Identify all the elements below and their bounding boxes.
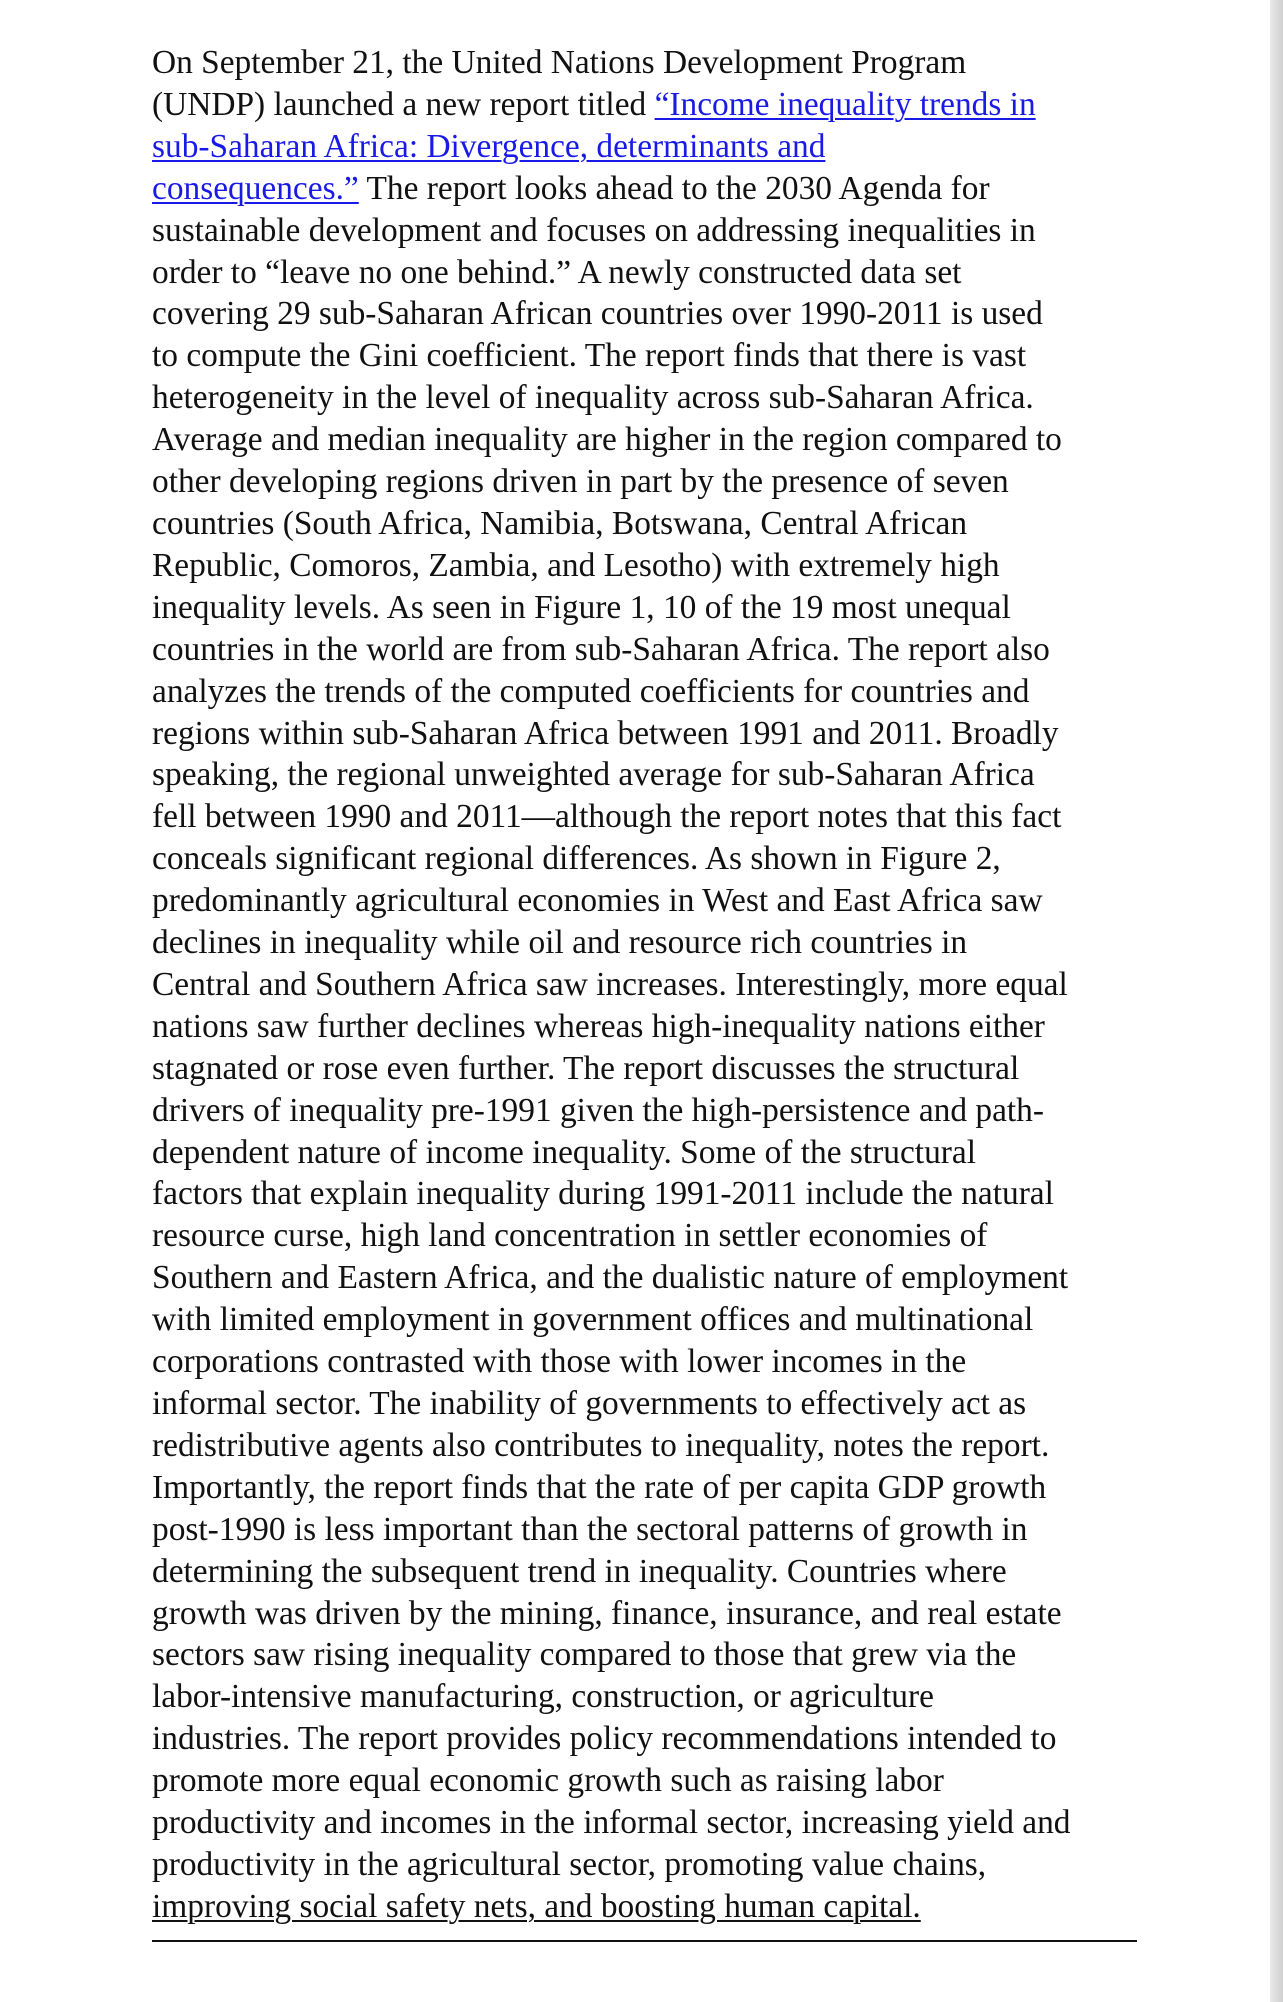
text-line: sectors saw rising inequality compared to those that grew via the (152, 1636, 1017, 1674)
text-line: stagnated or rose even further. The report discusses the structural (152, 1049, 1020, 1087)
text-line: conceals significant regional differences. As shown in Figure 2, (152, 840, 1001, 878)
report-title-link-end[interactable]: consequences.” (152, 169, 359, 207)
report-title-link-continued[interactable]: sub-Saharan Africa: Divergence, determinants and (152, 127, 826, 165)
text-line: regions within sub-Saharan Africa between 1991 and 2011. Broadly (152, 714, 1059, 752)
text-segment: The report looks ahead to the 2030 Agenda for (358, 169, 990, 207)
report-title-link[interactable]: “Income inequality trends in (654, 85, 1036, 123)
text-line: order to “leave no one behind.” A newly constructed data set (152, 253, 962, 291)
text-line: redistributive agents also contributes to inequality, notes the report. (152, 1426, 1050, 1464)
text-line: promote more equal economic growth such as raising labor (152, 1762, 944, 1800)
text-line: inequality levels. As seen in Figure 1, 10 of the 19 most unequal (152, 588, 1011, 626)
text-line: resource curse, high land concentration in settler economies of (152, 1217, 988, 1255)
text-line: to compute the Gini coefficient. The report finds that there is vast (152, 337, 1027, 375)
text-line: heterogeneity in the level of inequality across sub-Saharan Africa. (152, 379, 1034, 417)
text-line: other developing regions driven in part by the presence of seven (152, 463, 1009, 501)
text-line: post-1990 is less important than the sectoral patterns of growth in (152, 1510, 1028, 1548)
text-line: corporations contrasted with those with lower incomes in the (152, 1343, 967, 1381)
text-line (152, 84, 1152, 126)
section-divider (152, 1940, 1137, 1942)
text-line: fell between 1990 and 2011—although the report notes that this fact (152, 798, 1062, 836)
text-line: with limited employment in government offices and multinational (152, 1301, 1034, 1339)
text-line: sustainable development and focuses on addressing inequalities in (152, 211, 1036, 249)
text-line: informal sector. The inability of governments to effectively act as (152, 1385, 1027, 1422)
text-line: Average and median inequality are higher in the region compared to (152, 421, 1062, 459)
text-line: Republic, Comoros, Zambia, and Lesotho) with extremely high (152, 546, 1000, 584)
text-line: countries in the world are from sub-Saharan Africa. The report also (152, 630, 1050, 668)
text-line: determining the subsequent trend in inequality. Countries where (152, 1552, 1007, 1590)
text-line: factors that explain inequality during 1991-2011 include the natural (152, 1175, 1054, 1213)
text-line: countries (South Africa, Namibia, Botswana, Central African (152, 504, 968, 542)
text-line: productivity and incomes in the informal sector, increasing yield and (152, 1804, 1071, 1842)
text-line: speaking, the regional unweighted average for sub-Saharan Africa (152, 756, 1035, 794)
text-line: labor-intensive manufacturing, construction, or agriculture (152, 1678, 934, 1716)
text-line: productivity in the agricultural sector, promoting value chains, (152, 1845, 987, 1883)
text-line: covering 29 sub-Saharan African countries over 1990-2011 is used (152, 295, 1043, 333)
text-segment: (UNDP) launched a new report titled (152, 85, 655, 123)
text-line: analyzes the trends of the computed coefficients for countries and (152, 672, 1030, 710)
text-line: declines in inequality while oil and resource rich countries in (152, 924, 968, 962)
text-line (152, 126, 1152, 168)
text-line: predominantly agricultural economies in West and East Africa saw (152, 882, 1043, 920)
text-line: Central and Southern Africa saw increases. Interestingly, more equal (152, 965, 1068, 1003)
text-line: On September 21, the United Nations Development Program (152, 44, 967, 81)
text-line: improving social safety nets, and boosting human capital. (152, 1887, 921, 1925)
text-line: nations saw further declines whereas high-inequality nations either (152, 1007, 1045, 1045)
text-line: growth was driven by the mining, finance, insurance, and real estate (152, 1594, 1062, 1632)
text-line: drivers of inequality pre-1991 given the high-persistence and path- (152, 1091, 1044, 1129)
window-scroll-edge[interactable] (1270, 0, 1283, 2002)
text-line: industries. The report provides policy recommendations intended to (152, 1720, 1057, 1758)
text-line: dependent nature of income inequality. Some of the structural (152, 1133, 976, 1171)
article-paragraph (152, 42, 1152, 1928)
text-line (152, 168, 1152, 210)
text-line: Importantly, the report finds that the rate of per capita GDP growth (152, 1468, 1047, 1506)
text-line: Southern and Eastern Africa, and the dualistic nature of employment (152, 1259, 1069, 1297)
